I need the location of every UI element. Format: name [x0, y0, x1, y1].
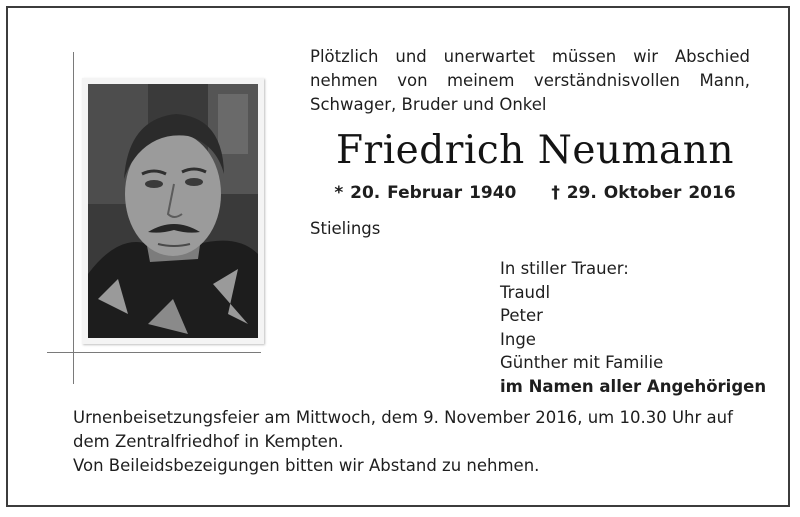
deceased-name: Friedrich Neumann	[336, 128, 734, 173]
mourners-list	[500, 257, 766, 398]
mourner-name: Traudl	[500, 282, 551, 302]
place-of-residence: Stielings	[310, 219, 381, 238]
life-dates	[310, 183, 760, 203]
funeral-details: Urnenbeisetzungsfeier am Mittwoch, dem 9. November 2016, um 10.30 Uhr auf dem Zentralfriedhof in Kempten.	[73, 408, 733, 451]
mourners-heading: In stiller Trauer:	[500, 259, 629, 278]
condolence-note: Von Beileidsbezeigungen bitten wir Abstand zu nehmen.	[73, 456, 540, 475]
portrait-image	[88, 84, 258, 338]
portrait-frame	[82, 78, 264, 344]
mourner-name: Inge	[500, 329, 536, 349]
mourner-name: Peter	[500, 306, 543, 325]
crop-mark-horizontal	[47, 352, 261, 353]
intro-text: Plötzlich und unerwartet müssen wir Abschied nehmen von meinem verständnisvollen Mann, Schwager, Bruder und Onkel	[310, 47, 750, 114]
portrait-photo	[88, 84, 258, 338]
death-date: † 29. Oktober 2016	[551, 183, 736, 203]
crop-mark-vertical	[73, 52, 74, 384]
mourner-name: Günther mit Familie	[500, 353, 664, 372]
birth-date: * 20. Februar 1940	[334, 183, 517, 203]
mourners-closing: im Namen aller Angehörigen	[500, 376, 767, 396]
